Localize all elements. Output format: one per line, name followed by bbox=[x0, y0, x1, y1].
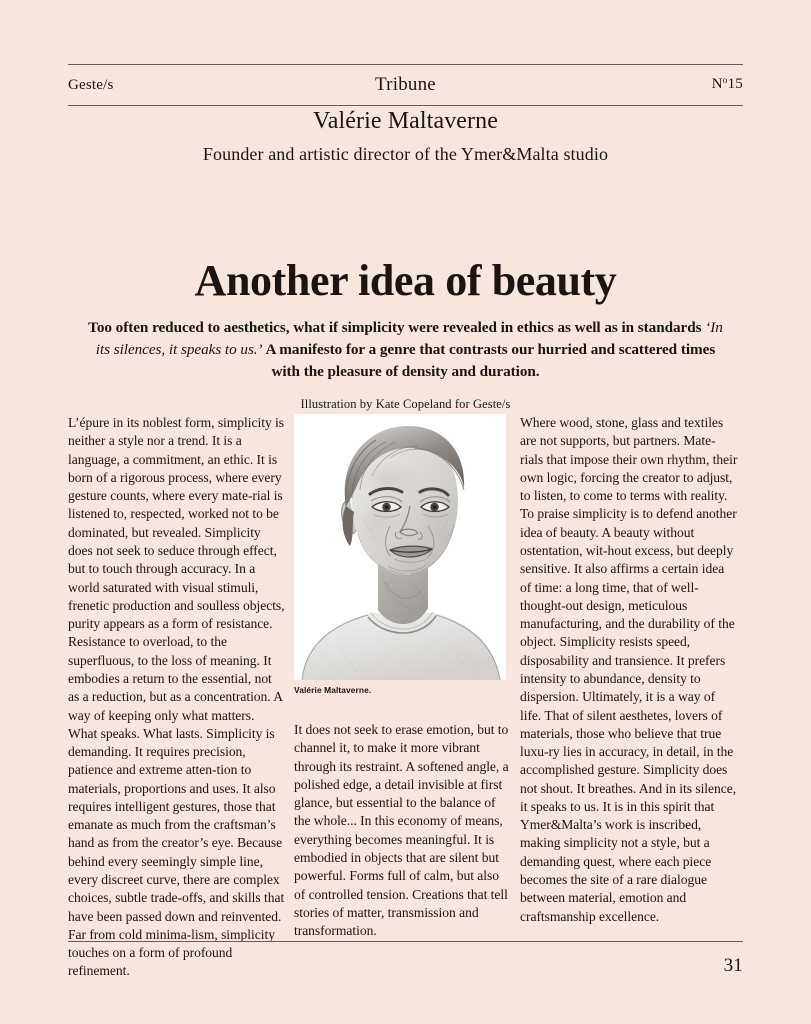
column-3 bbox=[520, 414, 738, 981]
deck-line-1: Too often reduced to aesthetics, what if simplicity were revealed in ethics as well as in standards bbox=[88, 318, 702, 336]
portrait-image bbox=[294, 414, 506, 680]
article-deck bbox=[81, 317, 731, 383]
column-2 bbox=[294, 414, 512, 981]
byline bbox=[68, 106, 743, 166]
portrait-figure bbox=[294, 414, 506, 695]
page-title: Another idea of beauty bbox=[194, 256, 617, 305]
column-3-text: Where wood, stone, glass and textiles are not supports, but partners. Mate-rials that impose their own rhythm, their own logic, forcing the creator to adjust, to listen, to come to terms with reality. To praise simplicity is to defend another idea of beauty. A beauty without ostentation, wit-hout excess, but deeply sensitive. It also affirms a certain idea of time: a long time, that of well-thought-out design, meticulous manufacturing, and the durability of the object. Simplicity resists speed, disposability and transience. It prefers intensity to abundance, density to dispersion. Ultimately, it is a way of life. That of silent aesthetes, lovers of materials, those who believe that true luxu-ry lies in accuracy, in detail, in the accomplished gesture. Simplicity does not shout. It breathes. And in its silence, it speaks to us. It is in this spirit that Ymer&Malta’s work is inscribed, making simplicity not a style, but a demanding quest, where each piece becomes the site of a rare dialogue between material, emotion and craftsmanship excellence. bbox=[520, 415, 738, 924]
footer-rule bbox=[68, 941, 743, 942]
deck-quote: ‘In its silences, it speaks to us.’ bbox=[95, 318, 723, 358]
issue-prefix: N bbox=[711, 76, 723, 93]
running-head-section: Tribune bbox=[375, 74, 436, 95]
page-number: 31 bbox=[723, 955, 743, 976]
running-head bbox=[68, 64, 743, 106]
column-2-text: It does not seek to erase emotion, but to channel it, to make it more vibrant through its restraint. A softened angle, a polished edge, a detail invisible at first glance, but essential to the balance of the whole... In this economy of means, everything becomes meaningful. It is embodied in objects that are silent but powerful. Forms full of calm, but also of controlled tension. Creations that tell stories of matter, transmission and transformation. bbox=[294, 722, 509, 939]
article-body bbox=[68, 414, 743, 981]
illustration-credit: Illustration by Kate Copeland for Geste/s bbox=[300, 396, 511, 411]
deck-line-3: times with the pleasure of density and duration. bbox=[271, 340, 716, 380]
issue-number: 15 bbox=[727, 76, 743, 93]
column-1 bbox=[68, 414, 286, 981]
column-1-text: L’épure in its noblest form, simplicity is neither a style nor a trend. It is a language, a commitment, an ethic. It is born of a rigorous process, where every gesture counts, where every mate-rial is listened to, respected, worked not to be dominated, but revealed. Simplicity does not seek to seduce through effect, but to touch through accuracy. In a world saturated with visual stimuli, frenetic production and soulless objects, purity appears as a form of resistance. Resistance to overload, to the superfluous, to the loss of meaning. It embodies a return to the essential, not as a reduction, but as a concentration. A way of keeping only what matters. What speaks. What lasts. Simplicity is demanding. It requires precision, patience and extreme atten-tion to materials, proportions and uses. It also requires intelligent gestures, those that emanate as much from the craftsman’s hand as from the creator’s eye. Because behind every seemingly simple line, every discreet curve, there are complex choices, subtle trade-offs, and skills that have been passed down and reinvented. Far from cold minima-lism, simplicity touches on a form of profound refinement. bbox=[68, 415, 285, 979]
running-head-issue bbox=[712, 76, 743, 93]
portrait-caption: Valérie Maltaverne. bbox=[294, 685, 372, 695]
running-head-publication: Geste/s bbox=[68, 76, 114, 93]
portrait-illustration-svg bbox=[294, 414, 506, 680]
byline-role: Founder and artistic director of the Ymer&Malta studio bbox=[202, 144, 609, 164]
headline-block bbox=[68, 258, 743, 412]
deck-line-2: A manifesto for a genre that contrasts our hurried and scattered bbox=[262, 340, 678, 358]
byline-name: Valérie Maltaverne bbox=[312, 108, 499, 134]
issue-ordinal-mark: o bbox=[722, 76, 728, 87]
